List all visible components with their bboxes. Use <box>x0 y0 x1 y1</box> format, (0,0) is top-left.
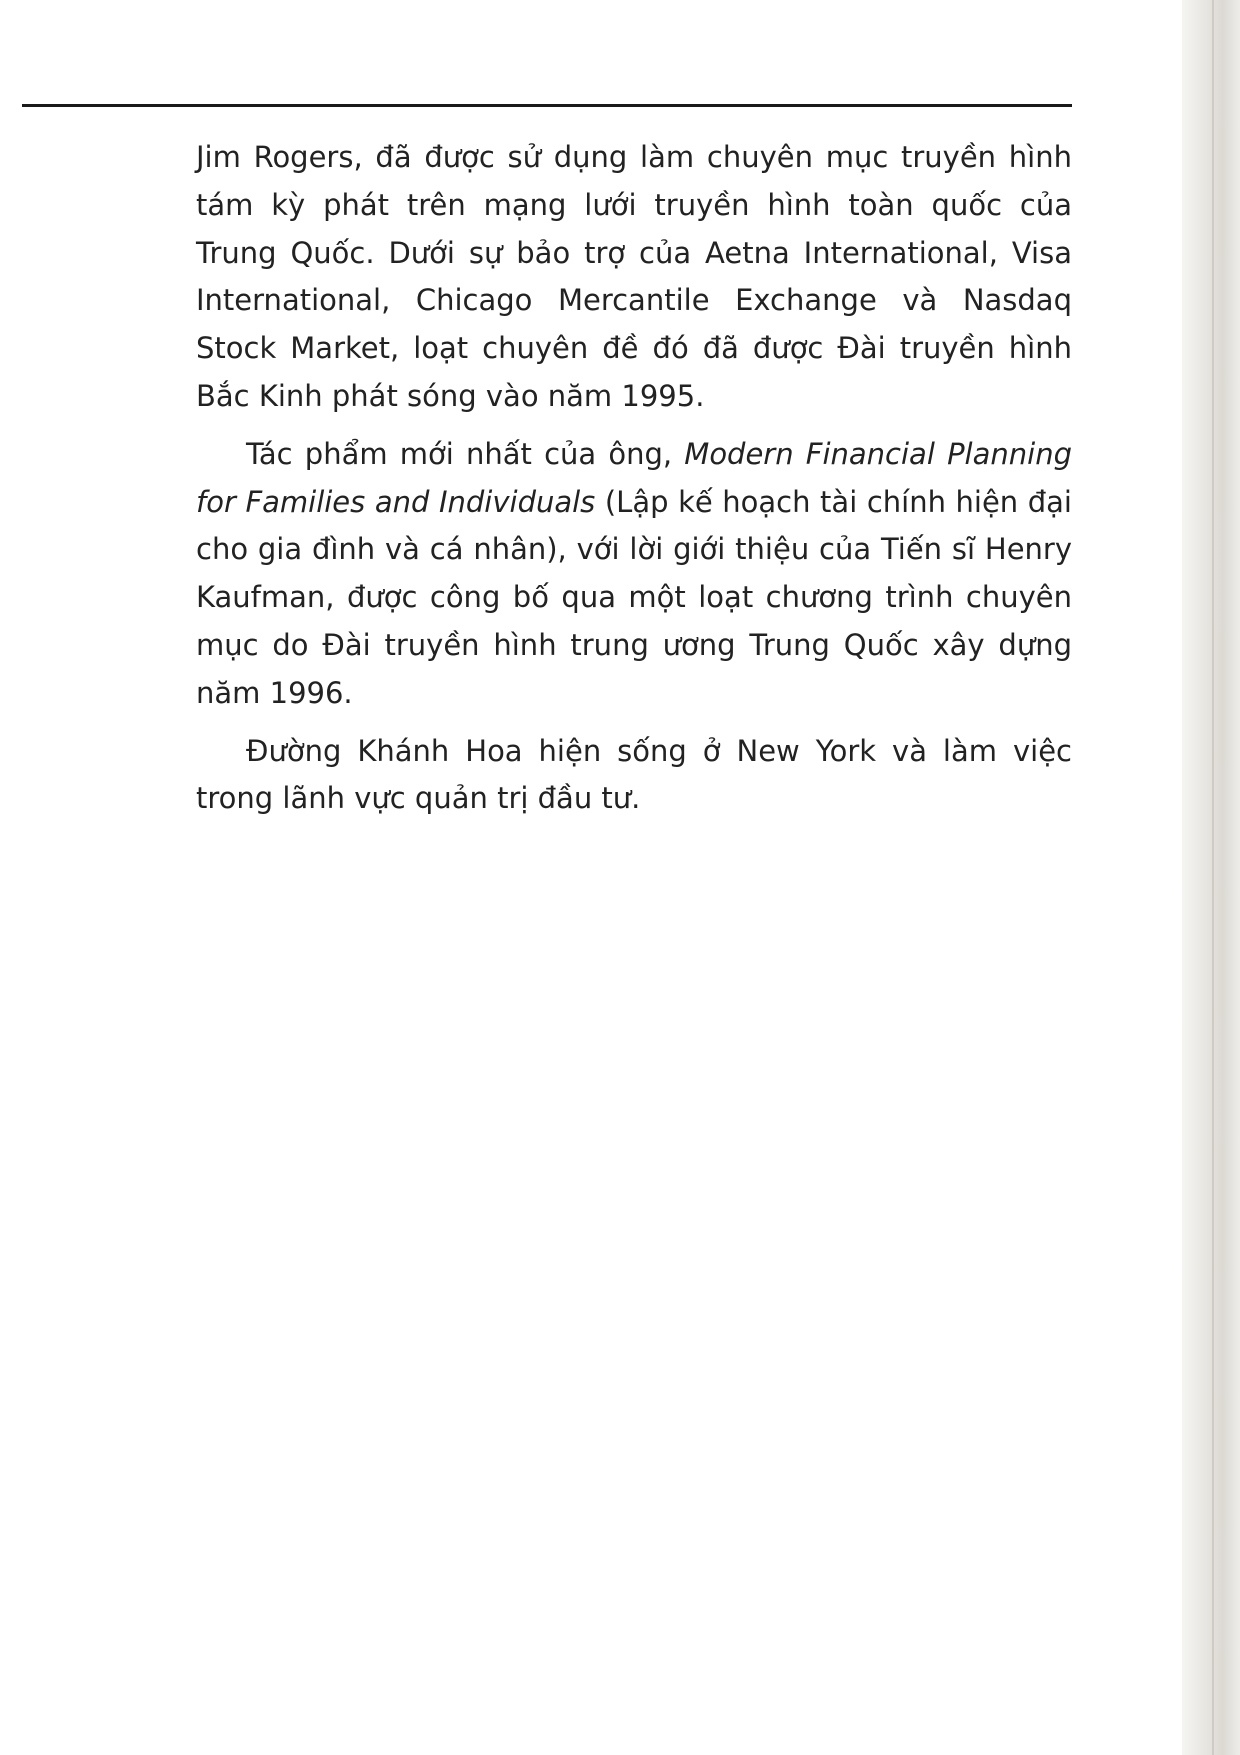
paragraph-2-intro: Tác phẩm mới nhất của ông, <box>246 436 685 471</box>
page-edge <box>1182 0 1240 1755</box>
paragraph-2 <box>196 431 1072 718</box>
book-title: Modern Financial Planning for Families and Individuals <box>196 436 1072 519</box>
page-edge-line <box>1212 0 1214 1755</box>
header-rule <box>22 104 1072 107</box>
body-text <box>196 134 1072 823</box>
paragraph-1: Jim Rogers, đã được sử dụng làm chuyên mục truyền hình tám kỳ phát trên mạng lưới truyền hình toàn quốc của Trung Quốc. Dưới sự bảo trợ của Aetna International, Visa International, Chicago Mercantile Exchange và Nasdaq Stock Market, loạt chuyên đề đó đã được Đài truyền hình Bắc Kinh phát sóng vào năm 1995. <box>196 140 1072 413</box>
paragraph-2-rest: (Lập kế hoạch tài chính hiện đại cho gia đình và cá nhân), với lời giới thiệu của Tiến sĩ Henry Kaufman, được công bố qua một loạt chương trình chuyên mục do Đài truyền hình trung ương Trung Quốc xây dựng năm 1996. <box>196 484 1072 710</box>
paragraph-3: Đường Khánh Hoa hiện sống ở New York và làm việc trong lãnh vực quản trị đầu tư. <box>196 733 1072 816</box>
